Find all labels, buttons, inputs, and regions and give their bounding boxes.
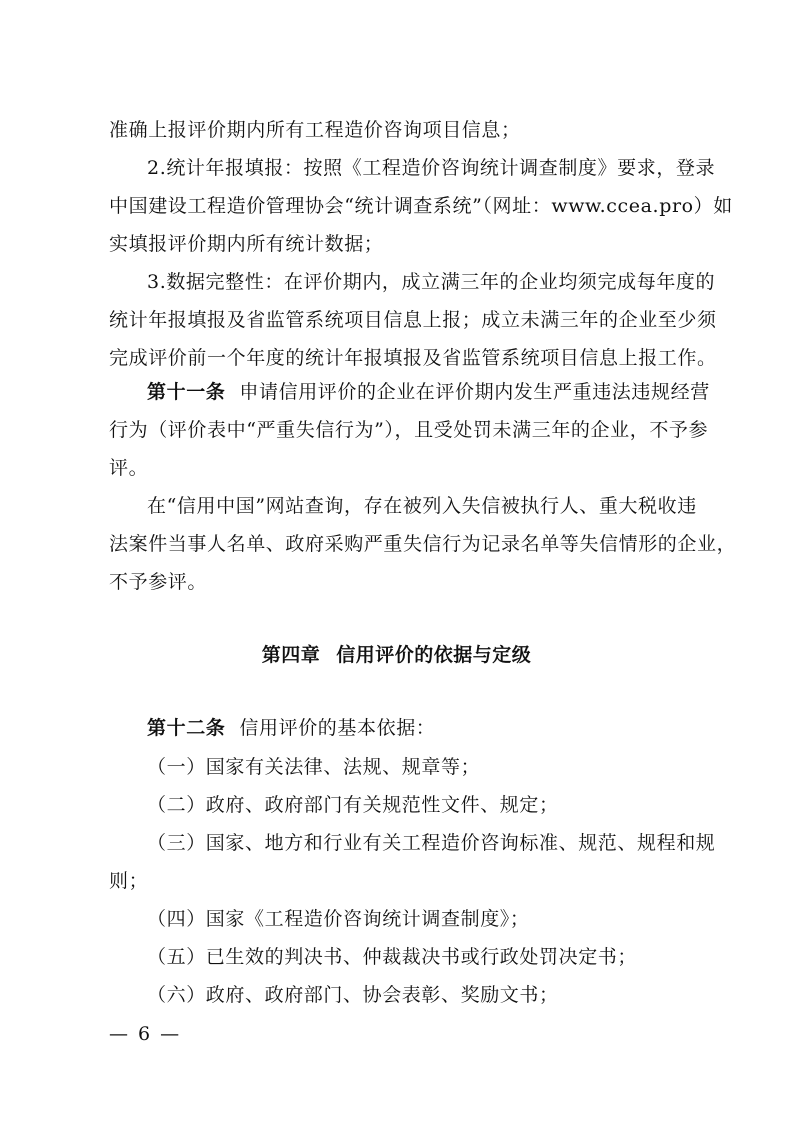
chapter-number: 第四章 — [261, 644, 321, 666]
paragraph-line: 评。 — [109, 457, 149, 479]
article-label: 第十二条 — [147, 717, 226, 739]
paragraph-line: 不予参评。 — [109, 571, 208, 593]
list-item: （五）已生效的判决书、仲裁裁决书或行政处罚决定书； — [147, 946, 638, 968]
article-11 — [147, 380, 710, 404]
paragraph-line: 3.数据完整性：在评价期内，成立满三年的企业均须完成每年度的 — [147, 271, 716, 293]
article-12 — [147, 716, 689, 740]
list-item: （三）国家、地方和行业有关工程造价咨询标准、规范、规程和规 — [147, 832, 716, 854]
article-text: 信用评价的基本依据： — [239, 717, 436, 739]
list-item: （四）国家《工程造价咨询统计调查制度》； — [147, 908, 530, 930]
paragraph-line: 完成评价前一个年度的统计年报填报及省监管系统项目信息上报工作。 — [109, 347, 717, 369]
article-text: 申请信用评价的企业在评价期内发生严重违法违规经营 — [239, 381, 710, 403]
article-label: 第十一条 — [147, 381, 226, 403]
list-item-continuation: 则； — [109, 870, 149, 892]
paragraph-line: 法案件当事人名单、政府采购严重失信行为记录名单等失信情形的企业， — [109, 533, 737, 555]
list-item: （二）政府、政府部门有关规范性文件、规定； — [147, 794, 559, 816]
chapter-title: 信用评价的依据与定级 — [336, 644, 532, 666]
paragraph-line: 在“信用中国”网站查询，存在被列入失信被执行人、重大税收违 — [147, 495, 697, 517]
chapter-heading — [0, 643, 793, 667]
list-item: （六）政府、政府部门、协会表彰、奖励文书； — [147, 984, 559, 1006]
paragraph-line: 实填报评价期内所有统计数据； — [109, 233, 384, 255]
list-item: （一）国家有关法律、法规、规章等； — [147, 756, 481, 778]
paragraph-line: 统计年报填报及省监管系统项目信息上报；成立未满三年的企业至少须 — [109, 309, 717, 331]
paragraph-line: 2.统计年报填报：按照《工程造价咨询统计调查制度》要求，登录 — [147, 157, 716, 179]
paragraph-line: 中国建设工程造价管理协会“统计调查系统”（网址：www.ccea.pro）如 — [109, 195, 733, 217]
paragraph-line: 准确上报评价期内所有工程造价咨询项目信息； — [109, 119, 521, 141]
page-number: — 6 — — [109, 1023, 182, 1045]
paragraph-line: 行为（评价表中“严重失信行为”），且受处罚未满三年的企业，不予参 — [109, 419, 709, 441]
